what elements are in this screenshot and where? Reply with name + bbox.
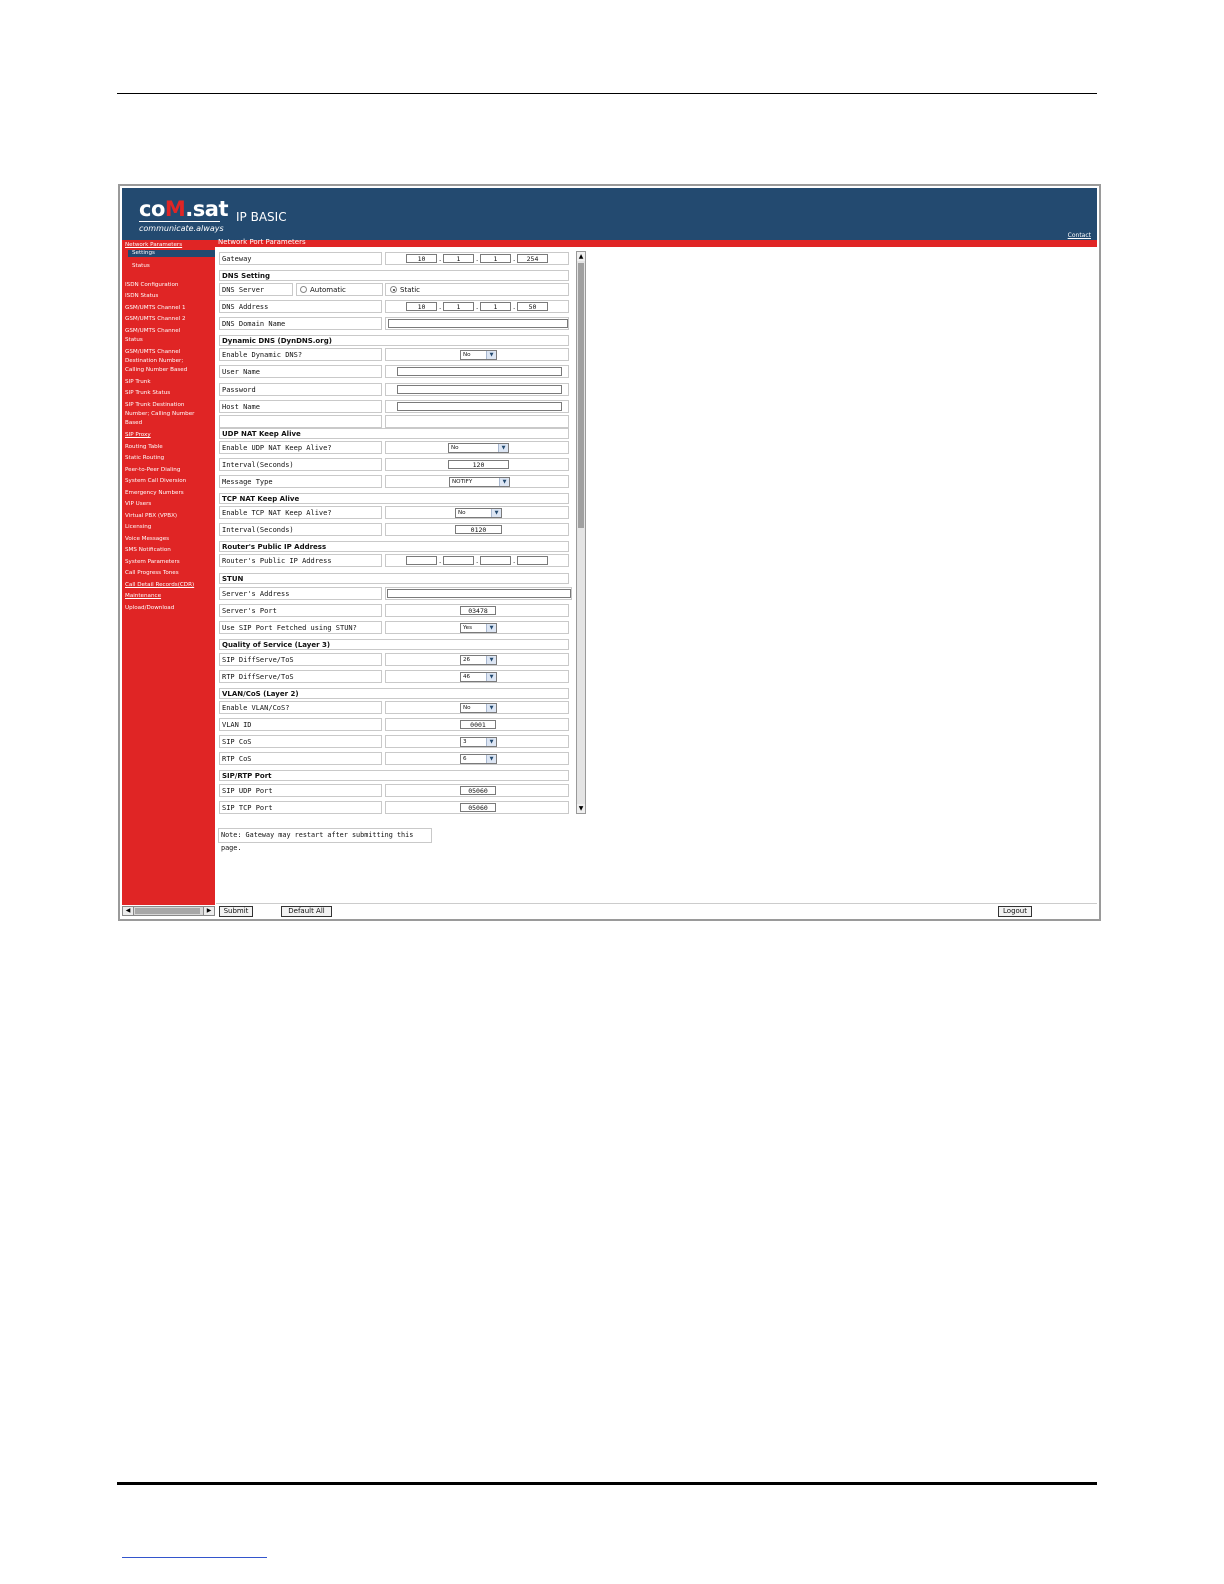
sip-tcp-port-input[interactable]: 05060 (460, 803, 496, 812)
sidebar-item-vip-users[interactable]: VIP Users (125, 501, 152, 507)
tcp-interval-cell (385, 523, 569, 536)
sidebar-horizontal-scrollbar[interactable] (122, 906, 215, 916)
public-ip-label: Router's Public IP Address (219, 554, 382, 567)
row-ddns-host (219, 400, 569, 414)
gateway-octet-4[interactable]: 254 (517, 254, 548, 263)
tcp-enable-cell (385, 506, 569, 519)
sidebar-item-static-routing[interactable]: Static Routing (125, 455, 165, 461)
udp-interval-cell (385, 458, 569, 471)
sidebar-item-status[interactable]: Status (132, 263, 150, 269)
sip-udp-port-input[interactable]: 05060 (460, 786, 496, 795)
sip-cos-select[interactable]: 3 ▼ (460, 737, 497, 747)
sidebar-item-gsm-channel-2[interactable]: GSM/UMTS Channel 2 (125, 316, 186, 322)
sidebar-item-cdr[interactable]: Call Detail Records(CDR) (125, 582, 195, 588)
logo-tagline: communicate.always (139, 224, 224, 233)
sip-rtp-port-header: SIP/RTP Port (219, 770, 569, 781)
sidebar-item-gsm-destination-3[interactable]: Calling Number Based (125, 367, 188, 373)
app-header (122, 188, 1097, 240)
gateway-octet-2[interactable]: 1 (443, 254, 474, 263)
dns-server-label: DNS Server (219, 283, 293, 296)
sidebar-item-sms-notification[interactable]: SMS Notification (125, 547, 171, 553)
sidebar-item-upload-download[interactable]: Upload/Download (125, 605, 175, 611)
action-bar (216, 903, 1097, 918)
sidebar (122, 240, 215, 905)
public-ip-cell (385, 554, 569, 567)
gateway-octet-1[interactable]: 10 (406, 254, 437, 263)
vlan-id-input[interactable]: 0001 (460, 720, 496, 729)
vlan-enable-cell (385, 701, 569, 714)
stun-use-cell (385, 621, 569, 634)
sidebar-item-sip-trunk-destination-3[interactable]: Based (125, 420, 143, 426)
dns-domain-input[interactable] (388, 319, 568, 328)
public-ip-octet-3[interactable] (480, 556, 511, 565)
sidebar-item-sip-trunk-status[interactable]: SIP Trunk Status (125, 390, 171, 396)
row-stun-address (219, 587, 569, 601)
dns-automatic-label: Automatic (310, 286, 346, 294)
sip-diffserv-select[interactable]: 26 ▼ (460, 655, 497, 665)
row-spacer (219, 415, 569, 429)
qos-header: Quality of Service (Layer 3) (219, 639, 569, 650)
chevron-down-icon: ▼ (499, 478, 509, 486)
sidebar-item-settings[interactable]: Settings (128, 250, 215, 257)
page-bottom-rule (117, 1482, 1097, 1485)
tcp-enable-select[interactable]: No ▼ (455, 508, 502, 518)
udp-interval-label: Interval(Seconds) (219, 458, 382, 471)
sidebar-item-sip-trunk[interactable]: SIP Trunk (125, 379, 151, 385)
public-ip-octet-4[interactable] (517, 556, 548, 565)
row-tcp-enable (219, 506, 569, 520)
gateway-octet-3[interactable]: 1 (480, 254, 511, 263)
ddns-user-label: User Name (219, 365, 382, 378)
udp-enable-select[interactable]: No ▼ (448, 443, 509, 453)
sidebar-item-call-progress-tones[interactable]: Call Progress Tones (125, 570, 179, 576)
dns-domain-cell (385, 317, 569, 330)
udp-enable-label: Enable UDP NAT Keep Alive? (219, 441, 382, 454)
scroll-up-icon[interactable]: ▲ (578, 253, 584, 260)
sidebar-item-sip-proxy[interactable]: SIP Proxy (125, 432, 151, 438)
ddns-host-label: Host Name (219, 400, 382, 413)
chevron-down-icon: ▼ (486, 351, 496, 359)
ddns-password-cell (385, 383, 569, 396)
restart-note: Note: Gateway may restart after submitting this page. (218, 828, 432, 843)
row-sip-tcp-port (219, 801, 569, 815)
chevron-down-icon: ▼ (486, 755, 496, 763)
row-sip-cos (219, 735, 569, 749)
dns-address-label: DNS Address (219, 300, 382, 313)
stun-address-label: Server's Address (219, 587, 382, 600)
sip-diffserv-label: SIP DiffServe/ToS (219, 653, 382, 666)
dns-address-cell (385, 300, 569, 313)
udp-interval-input[interactable]: 120 (448, 460, 509, 469)
dns-static-radio[interactable] (390, 286, 397, 293)
sidebar-item-gsm-channel-status[interactable]: GSM/UMTS Channel (125, 328, 181, 334)
sidebar-item-emergency-numbers[interactable]: Emergency Numbers (125, 490, 184, 496)
row-ddns-user (219, 365, 569, 379)
public-ip-octet-1[interactable] (406, 556, 437, 565)
dns-domain-label: DNS Domain Name (219, 317, 382, 330)
row-dns-address (219, 300, 569, 314)
ddns-password-input[interactable] (397, 385, 562, 394)
page-top-rule (117, 93, 1097, 94)
row-ddns-password (219, 383, 569, 397)
stun-address-input[interactable] (387, 589, 571, 598)
dns-setting-header: DNS Setting (219, 270, 569, 281)
rtp-diffserv-select[interactable]: 46 ▼ (460, 672, 497, 682)
scroll-left-icon[interactable]: ◀ (123, 907, 134, 915)
gateway-label: Gateway (219, 252, 382, 265)
row-udp-enable (219, 441, 569, 455)
form-vertical-scrollbar[interactable] (576, 251, 586, 814)
sidebar-item-peer-to-peer[interactable]: Peer-to-Peer Dialing (125, 467, 181, 473)
vlan-enable-label: Enable VLAN/CoS? (219, 701, 382, 714)
sip-udp-port-cell (385, 784, 569, 797)
ip-dot: . (476, 303, 479, 311)
sip-cos-label: SIP CoS (219, 735, 382, 748)
footer-link-underline (122, 1557, 267, 1558)
row-stun-port (219, 604, 569, 618)
scrollbar-thumb[interactable] (578, 263, 584, 528)
row-udp-message (219, 475, 569, 489)
sidebar-item-system-parameters[interactable]: System Parameters (125, 559, 180, 565)
scroll-down-icon[interactable]: ▼ (578, 805, 584, 812)
chevron-down-icon: ▼ (486, 704, 496, 712)
chevron-down-icon: ▼ (491, 509, 501, 517)
rtp-diffserv-cell (385, 670, 569, 683)
row-rtp-cos (219, 752, 569, 766)
stun-use-select[interactable]: Yes ▼ (460, 623, 497, 633)
rtp-cos-cell (385, 752, 569, 765)
vlan-header: VLAN/CoS (Layer 2) (219, 688, 569, 699)
row-rtp-diffserv (219, 670, 569, 684)
row-tcp-interval (219, 523, 569, 537)
row-dns-server (219, 283, 569, 297)
sidebar-item-licensing[interactable]: Licensing (125, 524, 152, 530)
ddns-enable-label: Enable Dynamic DNS? (219, 348, 382, 361)
page-title: IP BASIC (236, 210, 287, 224)
sidebar-item-routing-table[interactable]: Routing Table (125, 444, 163, 450)
ip-dot: . (513, 557, 516, 565)
spacer-cell (385, 415, 569, 428)
dynamic-dns-header: Dynamic DNS (DynDNS.org) (219, 335, 569, 346)
logo: coM.sat (139, 197, 228, 221)
vlan-id-cell (385, 718, 569, 731)
sip-udp-port-label: SIP UDP Port (219, 784, 382, 797)
ip-dot: . (476, 557, 479, 565)
sip-diffserv-cell (385, 653, 569, 666)
udp-nat-header: UDP NAT Keep Alive (219, 428, 569, 439)
row-vlan-enable (219, 701, 569, 715)
sidebar-item-gsm-channel-1[interactable]: GSM/UMTS Channel 1 (125, 305, 186, 311)
tcp-nat-header: TCP NAT Keep Alive (219, 493, 569, 504)
gateway-value-cell (385, 252, 569, 265)
stun-use-label: Use SIP Port Fetched using STUN? (219, 621, 382, 634)
udp-message-select[interactable]: NOTIFY ▼ (449, 477, 510, 487)
rtp-cos-label: RTP CoS (219, 752, 382, 765)
tcp-interval-label: Interval(Seconds) (219, 523, 382, 536)
sidebar-item-maintenance[interactable]: Maintenance (125, 593, 162, 599)
ip-dot: . (476, 255, 479, 263)
sidebar-item-sip-trunk-destination[interactable]: SIP Trunk Destination (125, 402, 185, 408)
row-dns-domain (219, 317, 569, 331)
udp-message-label: Message Type (219, 475, 382, 488)
row-sip-diffserv (219, 653, 569, 667)
ddns-enable-cell (385, 348, 569, 361)
sidebar-item-gsm-channel-status-2[interactable]: Status (125, 337, 143, 343)
chevron-down-icon: ▼ (486, 738, 496, 746)
stun-header: STUN (219, 573, 569, 584)
udp-message-cell (385, 475, 569, 488)
sidebar-item-sip-trunk-destination-2[interactable]: Number; Calling Number (125, 411, 195, 417)
row-udp-interval (219, 458, 569, 472)
sidebar-item-isdn-configuration[interactable]: ISDN Configuration (125, 282, 179, 288)
row-ddns-enable (219, 348, 569, 362)
ddns-host-input[interactable] (397, 402, 562, 411)
spacer-cell (219, 415, 382, 428)
sidebar-item-call-diversion[interactable]: System Call Diversion (125, 478, 187, 484)
vlan-enable-select[interactable]: No ▼ (460, 703, 497, 713)
sidebar-item-gsm-destination-2[interactable]: Destination Number; (125, 358, 184, 364)
chevron-down-icon: ▼ (486, 656, 496, 664)
sip-tcp-port-label: SIP TCP Port (219, 801, 382, 814)
dns-octet-4[interactable]: 50 (517, 302, 548, 311)
sidebar-item-network-parameters[interactable]: Network Parameters (125, 242, 183, 248)
ddns-password-label: Password (219, 383, 382, 396)
sidebar-item-isdn-status[interactable]: ISDN Status (125, 293, 159, 299)
ddns-host-cell (385, 400, 569, 413)
rtp-cos-select[interactable]: 6 ▼ (460, 754, 497, 764)
row-sip-udp-port (219, 784, 569, 798)
sidebar-item-voice-messages[interactable]: Voice Messages (125, 536, 170, 542)
stun-port-label: Server's Port (219, 604, 382, 617)
row-public-ip (219, 554, 569, 568)
logo-underline (139, 221, 220, 222)
ip-dot: . (439, 303, 442, 311)
tcp-interval-input[interactable]: 0120 (455, 525, 502, 534)
dns-octet-1[interactable]: 10 (406, 302, 437, 311)
dns-octet-3[interactable]: 1 (480, 302, 511, 311)
ip-dot: . (513, 255, 516, 263)
browser-window (118, 184, 1101, 921)
dns-static-cell (385, 283, 569, 296)
dns-static-label: Static (400, 286, 421, 294)
submit-button[interactable]: Submit (219, 906, 253, 917)
scroll-right-icon[interactable]: ▶ (203, 907, 214, 915)
chevron-down-icon: ▼ (486, 624, 496, 632)
ddns-enable-select[interactable]: No ▼ (460, 350, 497, 360)
udp-enable-cell (385, 441, 569, 454)
sidebar-item-gsm-destination[interactable]: GSM/UMTS Channel (125, 349, 181, 355)
stun-address-cell (385, 587, 572, 600)
public-ip-header: Router's Public IP Address (219, 541, 569, 552)
dns-auto-cell (296, 283, 383, 296)
row-stun-use (219, 621, 569, 635)
sip-tcp-port-cell (385, 801, 569, 814)
ip-dot: . (439, 255, 442, 263)
vlan-id-label: VLAN ID (219, 718, 382, 731)
ip-dot: . (513, 303, 516, 311)
rtp-diffserv-label: RTP DiffServe/ToS (219, 670, 382, 683)
chevron-down-icon: ▼ (498, 444, 508, 452)
row-gateway (219, 252, 569, 266)
logout-button[interactable]: Logout (998, 906, 1032, 917)
row-vlan-id (219, 718, 569, 732)
chevron-down-icon: ▼ (486, 673, 496, 681)
scrollbar-thumb[interactable] (135, 908, 200, 914)
ddns-user-cell (385, 365, 569, 378)
ip-dot: . (439, 557, 442, 565)
stun-port-input[interactable]: 03478 (460, 606, 496, 615)
tcp-enable-label: Enable TCP NAT Keep Alive? (219, 506, 382, 519)
dns-octet-2[interactable]: 1 (443, 302, 474, 311)
stun-port-cell (385, 604, 569, 617)
sidebar-item-vpbx[interactable]: Virtual PBX (VPBX) (125, 513, 178, 519)
section-title: Network Port Parameters (218, 238, 306, 246)
contact-link[interactable]: Contact (1067, 232, 1091, 239)
public-ip-octet-2[interactable] (443, 556, 474, 565)
sip-cos-cell (385, 735, 569, 748)
ddns-user-input[interactable] (397, 367, 562, 376)
dns-automatic-radio[interactable] (300, 286, 307, 293)
default-all-button[interactable]: Default All (281, 906, 332, 917)
